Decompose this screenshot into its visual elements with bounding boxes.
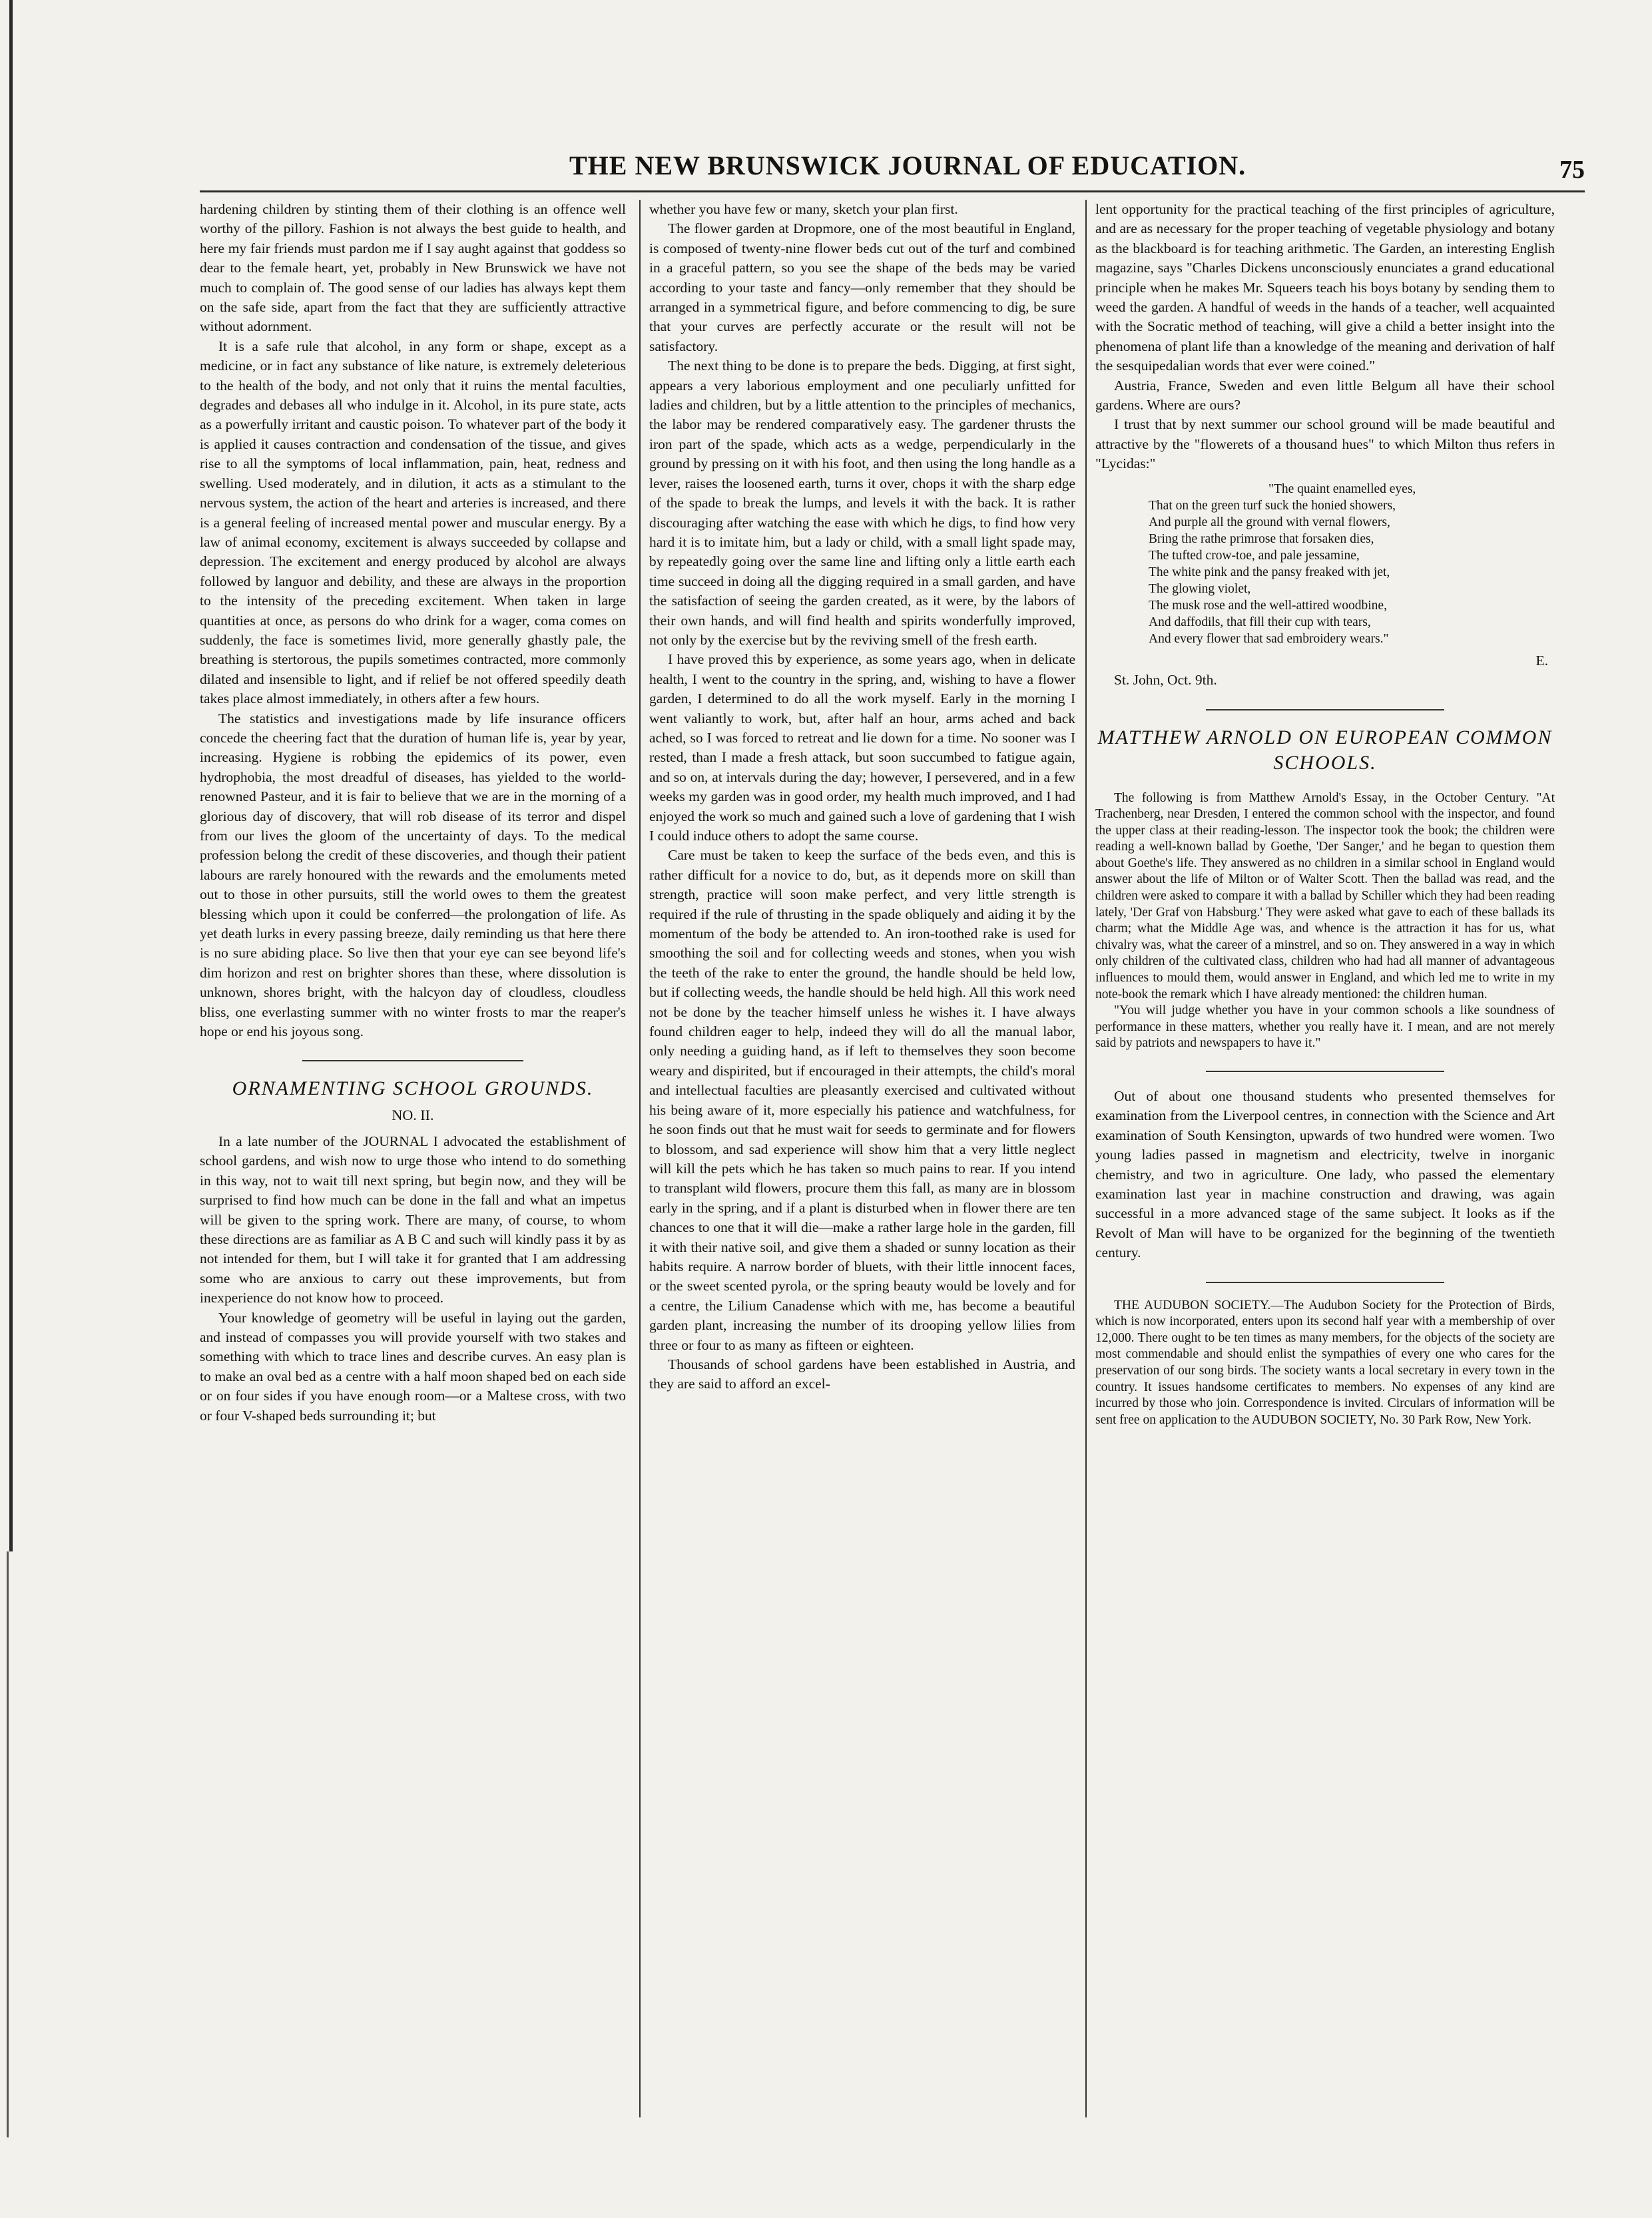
paragraph: It is a safe rule that alcohol, in any form or shape, except as a medicine, or in fact any substance of like nature, is extremely deleterious to the health of the body, and not only that it ruins the mental faculties, degrades and debases all who indulge in it. Alcohol, in its pure state, acts as a powerfully irritant and caustic poison. To whatever part of the body it is applied it causes contraction and condensation of the tissue, and gives rise to all the symptoms of local inflammation, pain, heat, redness and swelling. Used moderately, and in dilution, it acts as a stimulant to the nervous system, the action of the heart and arteries is increased, and there is a general feeling of increased mental power and muscular energy. By a law of animal economy, excitement is always succeeded by collapse and depression. The excitement and energy produced by alcohol are always followed by languor and debility, and these are always in the proportion to the intensity of the preceding excitement. When taken in large quantities at once, as persons do who drink for a wager, coma comes on suddenly, the face is sometimes livid, more generally ghastly pale, the breathing is stertorous, the pupils sometimes contracted, more commonly dilated and insensible to light, and if relief be not offered speedily death takes place almost immediately, in others after a few hours. — [200, 338, 626, 707]
poem-line: The tufted crow-toe, and pale jessamine, — [1149, 548, 1360, 563]
column-rule-2 — [1085, 200, 1087, 2117]
section-separator — [302, 1060, 524, 1061]
header-rule — [200, 190, 1585, 192]
paragraph: Thousands of school gardens have been established in Austria, and they are said to afford an excel- — [649, 1356, 1075, 1392]
running-title: THE NEW BRUNSWICK JOURNAL OF EDUCATION. — [569, 150, 1246, 180]
paragraph: The next thing to be done is to prepare the beds. Digging, at first sight, appears a very laborious employment and one peculiarly unfitted for ladies and children, but by a little attention to the principles of mechanics, the labor may be rendered comparatively easy. The gardener thrusts the iron part of the spade, which acts as a wedge, perpendicularly in the ground by pressing on it with his foot, and then using the long handle as a lever, raises the loosened earth, turns it over, chops it with the sharp edge of the spade to break the lumps, and levels it with the back. It is rather discouraging after watching the ease with which he digs, to find how very hard it is to imitate him, but a lady or child, with a small light spade may, by repeatedly going over the same line and lifting only a little earth each time succeed in doing all the digging required in a small garden, and have the satisfaction of seeing the garden created, as it were, by the labors of their own hands, and will find health and spirits wonderfully improved, not only by the exercise but by the reviving smell of the fresh earth. — [649, 358, 1075, 648]
scan-binding-edge-lower — [7, 1551, 9, 2137]
section-title: MATTHEW ARNOLD ON EUROPEAN COMMON SCHOOLS. — [1097, 726, 1553, 774]
paragraph: Austria, France, Sweden and even little Belgum all have their school gardens. Where are ours? — [1095, 377, 1555, 414]
paragraph: The statistics and investigations made by life insurance officers concede the cheering fact that the duration of human life is, year by year, increasing. Hygiene is robbing the epidemics of its power, even hydrophobia, the most dreadful of diseases, has yielded to the world-renowned Pasteur, and it is fair to believe that we are in the morning of a glorious day of discovery, that will rob disease of its terror and dispel from our lives the gloom of the uncertainty of days. To the medical profession belong the credit of these discoveries, and though their patient labours are rarely honoured with the rewards and the emoluments meted out to those in other pursuits, still the world owes to them the greatest blessing which upon it could be conferred—the prolongation of life. As yet death lurks in every passing breeze, daily reminding us that here there is no sure abiding place. So live then that your eye can see beyond life's dim horizon and rest on brighter shores than these, where dissolution is unknown, shores bright, with the halcyon day of cloudless, cloudless bliss, one everlasting summer with no winter frosts to mar the reaper's hope or end his joyous song. — [200, 710, 626, 1040]
section-separator — [1206, 1282, 1445, 1283]
paragraph: "You will judge whether you have in your common schools a like soundness of performance in these matters, whether you really have it. I mean, and are not merely said by patriots and newspapers to have it." — [1095, 1003, 1555, 1051]
paragraph: Care must be taken to keep the surface of the beds even, and this is rather difficult for a novice to do, but, as it depends more on skill than strength, practice will soon make perfect, and very little strength is required if the rule of thrusting in the spade obliquely and aiding it by the momentum of the body be attended to. An iron-toothed rake is used for smoothing the soil and for collecting weeds and stones, when you wish the teeth of the rake to enter the ground, the handle should be held low, but if collecting weeds, the handle should be held high. All this work need not be done by the teacher himself unless he wishes it. I have always found children eager to help, indeed they will do all the manual labor, only needing a guiding hand, as if left to themselves they soon become weary and dispirited, but if encouraged in their attempts, the child's moral and intellectual faculties are pleasantly exercised and cultivated without his being aware of it, more especially his patience and watchfulness, for he soon finds out that he must wait for seeds to germinate and for flowers to blossom, and sad experience will show him that a very little neglect will kill the pets which he has taken so much pains to rear. If you intend to transplant wild flowers, procure them this fall, as many are in blossom early in the spring, and if a plant is disturbed when in flower there are ten chances to one that it will die—make a rather large hole in the garden, fill it with their native soil, and give them a shaded or sunny location as their habits require. A narrow border of bluets, with their little innocent faces, or the sweet scented pyrola, or the spring beauty would be lovely and for a centre, the Lilium Canadense which with me, has become a beautiful garden plant, increasing the number of its drooping yellow lilies from three or four to as many as fifteen or eighteen. — [649, 847, 1075, 1353]
paragraph: Your knowledge of geometry will be useful in laying out the garden, and instead of compasses you will provide yourself with two stakes and something with which to trace lines and describe curves. An easy plan is to make an oval bed as a centre with a half moon shaped bed on each side or on four sides if you have enough room—or a Maltese cross, with two or four V-shaped beds surrounding it; but — [200, 1309, 626, 1424]
page-header — [200, 150, 1585, 190]
poem-line: Bring the rathe primrose that forsaken dies, — [1149, 531, 1374, 546]
paragraph: hardening children by stinting them of their clothing is an offence well worthy of the pillory. Fashion is not always the best guide to health, and here my fair friends must pardon me if I say aught against that goddess so dear to the female heart, yet, probably in New Brunswick we have not much to complain of. The good sense of our ladies has always kept them on the safe side, apart from the fact that they are sufficiently attractive without adornment. — [200, 201, 626, 335]
poem-line: The white pink and the pansy freaked with jet, — [1149, 565, 1390, 579]
paragraph: In a late number of the JOURNAL I advocated the establishment of school gardens, and wish now to urge those who intend to do something in this way, not to wait till next spring, but begin now, and they will be surprised to find how much can be done in the fall and what an impetus will be given to the spring work. There are many, of course, to whom these directions are as familiar as A B C and such will kindly pass it by as not intended for them, but I will take it for granted that I am addressing some who are anxious to carry out these improvements, but from inexperience do not know how to proceed. — [200, 1133, 626, 1306]
paragraph: The following is from Matthew Arnold's Essay, in the October Century. "At Trachenberg, near Dresden, I entered the common school with the inspector, and found the upper class at their reading-lesson. The inspector took the book; the children were reading a well-known ballad by Goethe, 'Der Sanger,' and he began to question them about Goethe's life. They answered as no children in a similar school in England would answer about the life of Milton or of Walter Scott. Then the ballad was read, and the children were asked to compare it with a ballad by Schiller which they had been reading lately, 'Der Graf von Habsburg.' They were asked what gave to each of these ballads its charm; what the Middle Age was, and whence is the attraction it has for us, what chivalry was, what the career of a minstrel, and so on. They answered in a way in which only children of the cultivated class, children who had had all manner of advantageous influences to mould them, would answer in England, and which led me to write in my note-book the remark which I have already mentioned: the children human. — [1095, 790, 1555, 1001]
section-separator — [1206, 709, 1445, 710]
section-number: NO. II. — [392, 1107, 434, 1124]
column-3 — [1095, 200, 1555, 1428]
poem-line: And every flower that sad embroidery wears." — [1149, 631, 1389, 646]
column-2 — [649, 200, 1075, 1394]
paragraph: I have proved this by experience, as some years ago, when in delicate health, I went to the country in the spring, and, wishing to have a flower garden, I determined to do all the work myself. Early in the morning I went valiantly to work, but, after half an hour, arms ached and back ached, so I was forced to retreat and lie down for a time. No sooner was I rested, than I made a fresh attack, but soon succumbed to fatigue again, and so on, at intervals during the day; however, I persevered, and in a few weeks my garden was in good order, my health much improved, and I had enjoyed the work so much and gained such a love of gardening that I wish I could induce others to adopt the same course. — [649, 651, 1075, 844]
paragraph: Out of about one thousand students who presented themselves for examination from the Liverpool centres, in connection with the Science and Art examination of South Kensington, upwards of two hundred were women. Two young ladies passed in magnetism and electricity, twelve in inorganic chemistry, and two in agriculture. One lady, who passed the elementary examination last year in machine construction and drawing, was again successful in a more advanced stage of the same subject. It looks as if the Revolt of Man will have to be organized for the beginning of the twentieth century. — [1095, 1088, 1555, 1261]
poem-line: And daffodils, that fill their cup with tears, — [1149, 615, 1371, 629]
paragraph: lent opportunity for the practical teaching of the first principles of agriculture, and are as necessary for the proper teaching of vegetable physiology and botany as the blackboard is for teaching arithmetic. The Garden, an interesting English magazine, says "Charles Dickens unconsciously enunciates a grand educational principle when he makes Mr. Squeers teach his boys botany by sending them to weed the garden. A handful of weeds in the hands of a teacher, well acquainted with the Socratic method of teaching, will give a child a better insight into the phenomena of plant life than a knowledge of the meaning and derivation of half the sesquipedalian words that ever were coined." — [1095, 201, 1555, 374]
poem-quotation — [1149, 481, 1555, 647]
column-rule-1 — [639, 200, 641, 2117]
column-1 — [200, 200, 626, 1426]
poem-line: The musk rose and the well-attired woodbine, — [1149, 598, 1387, 613]
poem-line: The glowing violet, — [1149, 581, 1251, 596]
paragraph: The flower garden at Dropmore, one of the most beautiful in England, is composed of twenty-nine flower beds cut out of the turf and combined in a graceful pattern, so you see the shape of the beds may be varied according to your taste and fancy—only remember that they should be arranged in a symmetrical figure, and before commencing to dig, be sure that your curves are perfectly accurate or the result will not be satisfactory. — [649, 220, 1075, 354]
paragraph: whether you have few or many, sketch your plan first. — [649, 201, 958, 217]
poem-line: "The quaint enamelled eyes, — [1268, 481, 1416, 496]
section-separator — [1206, 1071, 1445, 1072]
poem-line: And purple all the ground with vernal flowers, — [1149, 515, 1390, 529]
signature: E. — [1535, 652, 1548, 669]
scan-binding-edge — [9, 0, 13, 1551]
paragraph: I trust that by next summer our school ground will be made beautiful and attractive by the "flowerets of a thousand hues" to which Milton thus refers in "Lycidas:" — [1095, 416, 1555, 472]
dateline: St. John, Oct. 9th. — [1114, 672, 1217, 689]
section-title: ORNAMENTING SCHOOL GROUNDS. — [232, 1077, 594, 1100]
paragraph: THE AUDUBON SOCIETY.—The Audubon Society for the Protection of Birds, which is now incorporated, enters upon its second half year with a membership of over 12,000. There ought to be ten times as many members, for the objects of the society are most commendable and should enlist the sympathies of every one who cares for the preservation of our song birds. The society wants a local secretary in every town in the country. It issues handsome certificates to members. No expenses of any kind are incurred by those who join. Correspondence is invited. Circulars of information will be sent free on application to the AUDUBON SOCIETY, No. 30 Park Row, New York. — [1095, 1298, 1555, 1427]
poem-line: That on the green turf suck the honied showers, — [1149, 498, 1396, 513]
page-number: 75 — [1559, 156, 1585, 184]
